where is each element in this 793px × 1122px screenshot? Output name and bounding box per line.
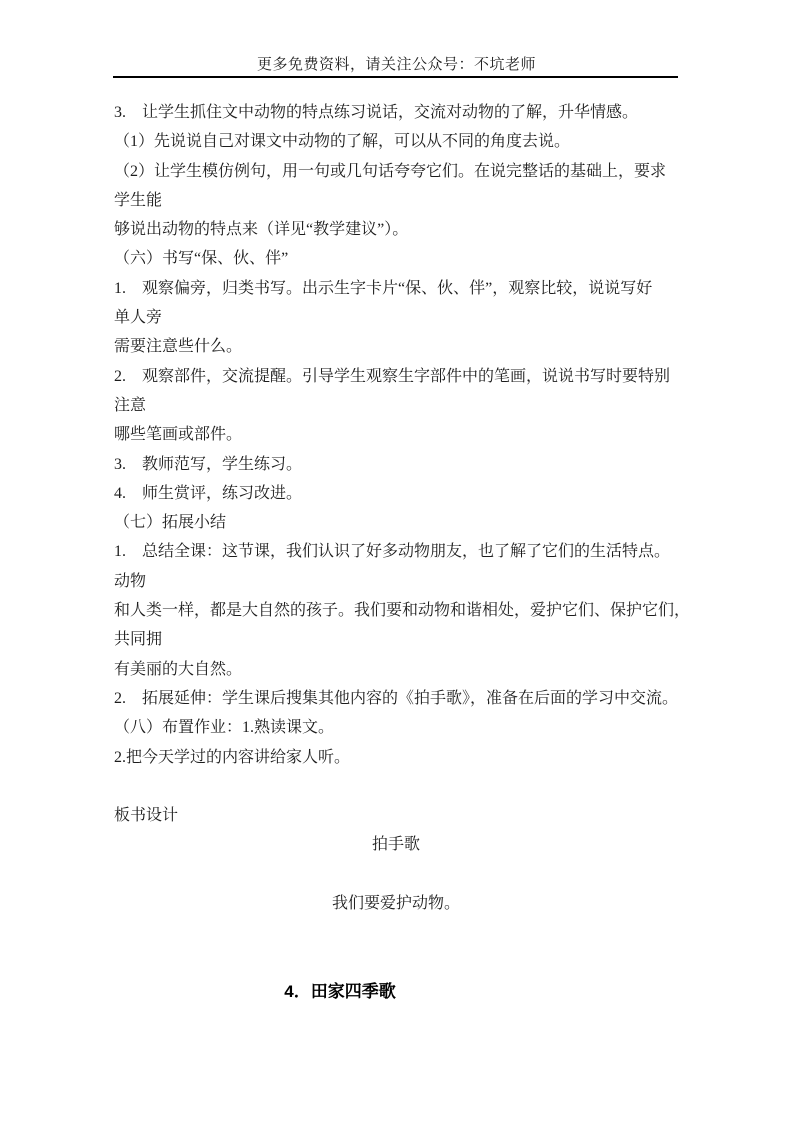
document-line: （八）布置作业：1.熟读课文。 [114, 719, 335, 737]
document-line: 2.把今天学过的内容讲给家人听。 [114, 748, 351, 766]
document-line: （2）让学生模仿例句，用一句或几句话夸夸它们。在说完整话的基础上，要求 [114, 162, 667, 180]
blank-line [114, 772, 678, 801]
document-line: 板书设计 [114, 807, 179, 825]
document-line: 3. 教师范写，学生练习。 [114, 455, 303, 473]
document-line: 动物 [114, 572, 147, 590]
document-line: 需要注意些什么。 [114, 338, 243, 356]
document-line: （1）先说说自己对课文中动物的了解，可以从不同的角度去说。 [114, 133, 571, 151]
document-line: 注意 [114, 396, 147, 414]
document-line: （六）书写“保、伙、伴” [114, 250, 289, 268]
document-line: 1. 观察偏旁，归类书写。出示生字卡片“保、伙、伴”，观察比较，说说写好 [114, 279, 653, 297]
document-line: 4. 师生赏评，练习改进。 [114, 484, 303, 502]
lesson-title: 4．田家四季歌 [284, 981, 396, 1001]
header-divider [113, 76, 678, 78]
document-line: 和人类一样，都是大自然的孩子。我们要和动物和谐相处，爱护它们、保护它们， [114, 602, 691, 620]
document-line: 1. 总结全课：这节课，我们认识了好多动物朋友，也了解了它们的生活特点。 [114, 543, 671, 561]
blank-line [114, 918, 678, 947]
document-line: 单人旁 [114, 309, 163, 327]
header-notice: 更多免费资料，请关注公众号：不坑老师 [256, 57, 536, 73]
blank-line [114, 860, 678, 889]
document-line: 拍手歌 [371, 836, 420, 854]
document-line: 够说出动物的特点来（详见“教学建议”）。 [114, 221, 409, 239]
document-line: 3. 让学生抓住文中动物的特点练习说话，交流对动物的了解，升华情感。 [114, 104, 639, 121]
document-line: 哪些笔画或部件。 [114, 426, 243, 444]
document-line: 我们要爱护动物。 [331, 895, 460, 913]
document-line: 2. 拓展延伸：学生课后搜集其他内容的《拍手歌》，准备在后面的学习中交流。 [114, 689, 679, 707]
document-body [114, 98, 691, 1006]
document-line: 共同拥 [114, 631, 163, 649]
document-line: （七）拓展小结 [114, 514, 227, 532]
document-line: 学生能 [114, 191, 163, 209]
document-line: 2. 观察部件，交流提醒。引导学生观察生字部件中的笔画，说说书写时要特别 [114, 367, 671, 385]
document-line: 有美丽的大自然。 [114, 660, 243, 678]
blank-line [114, 948, 678, 977]
